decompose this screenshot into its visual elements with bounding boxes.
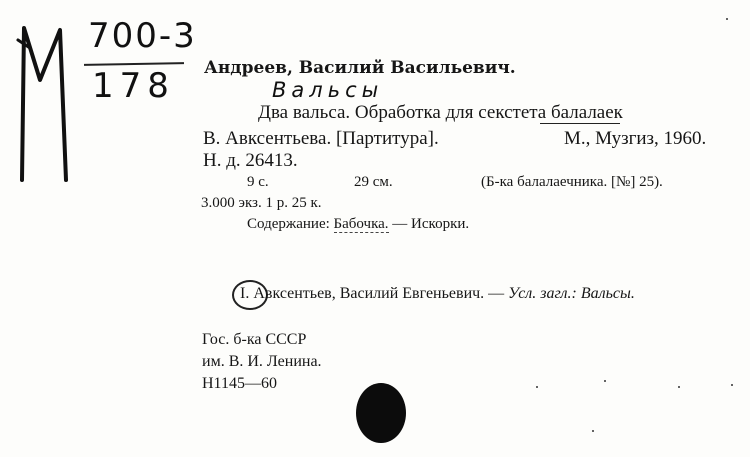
contents-item-2: Искорки.: [411, 216, 470, 232]
card-series: (Б-ка балалаечника. [№] 25).: [481, 174, 663, 190]
library-line-1: Гос. б-ка СССР: [202, 331, 307, 348]
card-arranger: В. Авксентьева. [Партитура].: [203, 128, 439, 149]
tracing-note: Усл. загл.: Вальсы.: [508, 285, 635, 302]
card-author: Андреев, Василий Васильевич.: [204, 58, 516, 78]
card-imprint: М., Музгиз, 1960.: [564, 128, 707, 149]
handwritten-uniform-title: Вальсы: [272, 78, 384, 102]
shelfmark-letter-m: [16, 20, 86, 188]
paper-speck: [592, 430, 594, 432]
contents-label: Содержание:: [247, 216, 330, 232]
library-line-2: им. В. И. Ленина.: [202, 353, 322, 370]
contents-dash: —: [388, 216, 412, 232]
tracing-name: Авксентьев, Василий Евгеньевич. —: [253, 285, 505, 302]
title-underline-mark: [540, 123, 620, 124]
card-contents: [247, 216, 469, 233]
contents-item-1: Бабочка.: [333, 216, 389, 232]
card-title-line: [258, 102, 623, 124]
shelfmark-number-bottom: 178: [92, 66, 175, 106]
card-punch-hole: [356, 383, 406, 443]
shelfmark-number-top: 700-3: [88, 16, 197, 56]
tracing-number: I.: [240, 285, 250, 302]
paper-speck: [536, 386, 538, 388]
paper-speck: [731, 384, 733, 386]
paper-speck: [726, 18, 728, 20]
paper-speck: [678, 386, 680, 388]
card-title-text: Два вальса. Обработка для секстета балалаек: [258, 102, 623, 123]
card-print-run: 3.000 экз. 1 р. 25 к.: [201, 195, 322, 211]
card-tracing: [240, 285, 635, 303]
paper-speck: [604, 380, 606, 382]
card-publisher-number: Н. д. 26413.: [203, 150, 298, 171]
card-size: 29 см.: [354, 174, 393, 190]
library-line-3: Н1145—60: [202, 375, 277, 392]
card-pages: 9 с.: [247, 174, 269, 190]
